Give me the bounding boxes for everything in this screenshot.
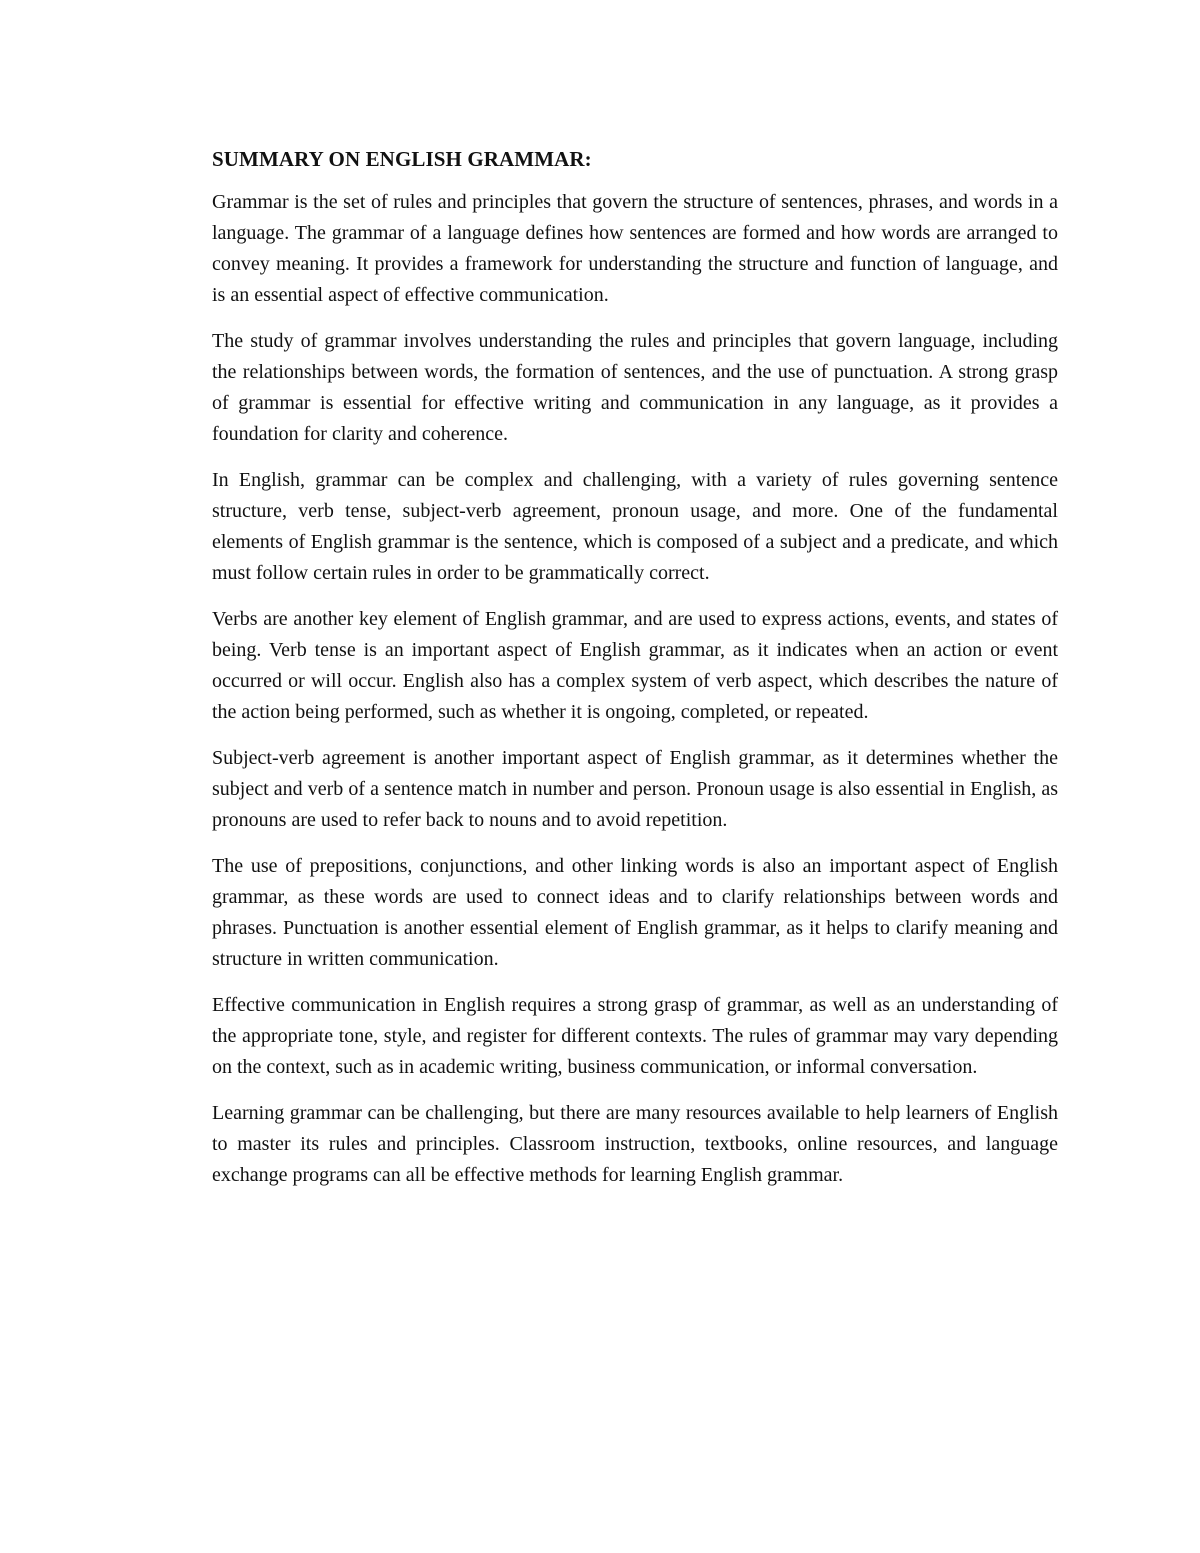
paragraph-1: Grammar is the set of rules and principles that govern the structure of sentences, phrases, and words in a language. The grammar of a language defines how sentences are formed and how words are arranged to convey meaning. It provides a framework for understanding the structure and function of language, and is an essential aspect of effective communication. [212, 191, 1058, 306]
paragraph-6: The use of prepositions, conjunctions, and other linking words is also an important aspect of English grammar, as these words are used to connect ideas and to clarify relationships between words and phrases. Punctuation is another essential element of English grammar, as it helps to clarify meaning and structure in written communication. [212, 855, 1058, 970]
paragraph-3: In English, grammar can be complex and challenging, with a variety of rules governing sentence structure, verb tense, subject-verb agreement, pronoun usage, and more. One of the fundamental elements of English grammar is the sentence, which is composed of a subject and a predicate, and which must follow certain rules in order to be grammatically correct. [212, 469, 1058, 584]
paragraph-4: Verbs are another key element of English grammar, and are used to express actions, events, and states of being. Verb tense is an important aspect of English grammar, as it indicates when an action or event occurred or will occur. English also has a complex system of verb aspect, which describes the nature of the action being performed, such as whether it is ongoing, completed, or repeated. [212, 608, 1058, 723]
paragraph-7: Effective communication in English requires a strong grasp of grammar, as well as an understanding of the appropriate tone, style, and register for different contexts. The rules of grammar may vary depending on the context, such as in academic writing, business communication, or informal conversation. [212, 994, 1058, 1078]
paragraph-8: Learning grammar can be challenging, but there are many resources available to help learners of English to master its rules and principles. Classroom instruction, textbooks, online resources, and language exchange programs can all be effective methods for learning English grammar. [212, 1102, 1058, 1186]
document-title: SUMMARY ON ENGLISH GRAMMAR: [212, 147, 592, 171]
paragraph-5: Subject-verb agreement is another important aspect of English grammar, as it determines whether the subject and verb of a sentence match in number and person. Pronoun usage is also essential in English, as pronouns are used to refer back to nouns and to avoid repetition. [212, 747, 1058, 831]
paragraph-2: The study of grammar involves understanding the rules and principles that govern language, including the relationships between words, the formation of sentences, and the use of punctuation. A strong grasp of grammar is essential for effective writing and communication in any language, as it provides a foundation for clarity and coherence. [212, 330, 1058, 445]
document-body [212, 144, 1058, 1206]
